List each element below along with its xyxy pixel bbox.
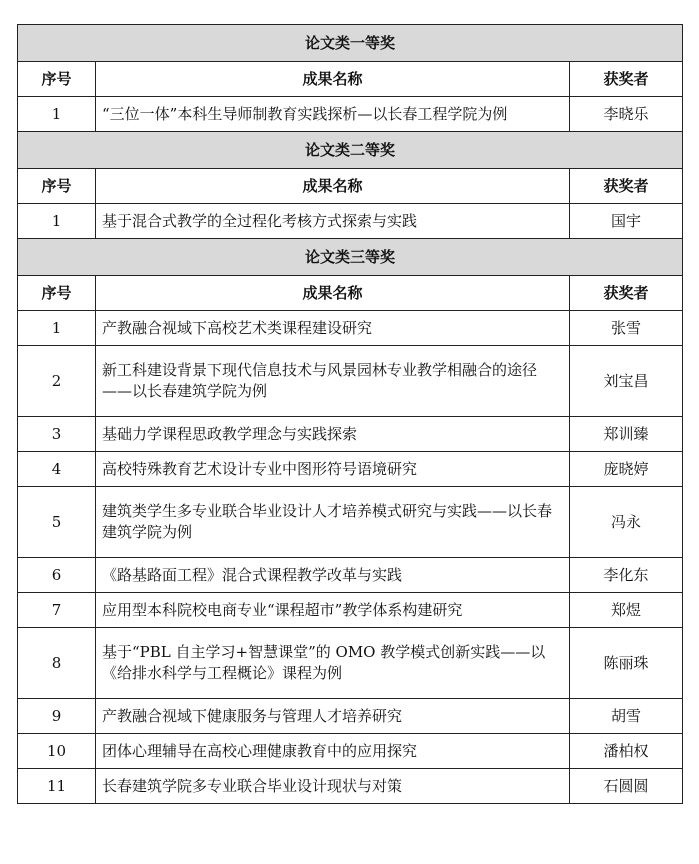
table-row xyxy=(18,346,683,417)
table-row xyxy=(18,593,683,628)
table-row xyxy=(18,699,683,734)
section-header-row xyxy=(18,239,683,276)
row-num: 7 xyxy=(18,593,96,628)
award-table-third-prize xyxy=(17,238,683,804)
row-num: 10 xyxy=(18,734,96,769)
header-winner: 获奖者 xyxy=(570,62,683,97)
header-num: 序号 xyxy=(18,169,96,204)
section-header-row xyxy=(18,25,683,62)
row-winner: 冯永 xyxy=(570,487,683,558)
table-row xyxy=(18,97,683,132)
row-winner: 张雪 xyxy=(570,311,683,346)
row-title: 产教融合视域下高校艺术类课程建设研究 xyxy=(96,311,570,346)
row-winner: 胡雪 xyxy=(570,699,683,734)
table-row xyxy=(18,558,683,593)
header-title: 成果名称 xyxy=(96,169,570,204)
table-row xyxy=(18,769,683,804)
table-row xyxy=(18,204,683,239)
section-title: 论文类三等奖 xyxy=(18,239,683,276)
row-title: 基于混合式教学的全过程化考核方式探索与实践 xyxy=(96,204,570,239)
row-num: 9 xyxy=(18,699,96,734)
row-winner: 李晓乐 xyxy=(570,97,683,132)
table-row xyxy=(18,452,683,487)
award-document xyxy=(17,24,682,804)
row-winner: 刘宝昌 xyxy=(570,346,683,417)
row-num: 1 xyxy=(18,311,96,346)
row-title: 应用型本科院校电商专业“课程超市”教学体系构建研究 xyxy=(96,593,570,628)
header-num: 序号 xyxy=(18,276,96,311)
row-num: 2 xyxy=(18,346,96,417)
row-title: 长春建筑学院多专业联合毕业设计现状与对策 xyxy=(96,769,570,804)
row-title: “三位一体”本科生导师制教育实践探析—以长春工程学院为例 xyxy=(96,97,570,132)
section-header-row xyxy=(18,132,683,169)
header-winner: 获奖者 xyxy=(570,169,683,204)
row-num: 3 xyxy=(18,417,96,452)
row-title: 《路基路面工程》混合式课程教学改革与实践 xyxy=(96,558,570,593)
row-winner: 潘柏权 xyxy=(570,734,683,769)
table-row xyxy=(18,487,683,558)
row-num: 6 xyxy=(18,558,96,593)
row-winner: 石圆圆 xyxy=(570,769,683,804)
section-title: 论文类二等奖 xyxy=(18,132,683,169)
column-header-row xyxy=(18,169,683,204)
row-title: 产教融合视域下健康服务与管理人才培养研究 xyxy=(96,699,570,734)
header-winner: 获奖者 xyxy=(570,276,683,311)
row-winner: 郑训臻 xyxy=(570,417,683,452)
header-num: 序号 xyxy=(18,62,96,97)
row-winner: 庞晓婷 xyxy=(570,452,683,487)
column-header-row xyxy=(18,62,683,97)
table-row xyxy=(18,628,683,699)
table-row xyxy=(18,417,683,452)
row-title: 基础力学课程思政教学理念与实践探索 xyxy=(96,417,570,452)
table-row xyxy=(18,734,683,769)
row-num: 1 xyxy=(18,97,96,132)
row-winner: 国宇 xyxy=(570,204,683,239)
row-num: 5 xyxy=(18,487,96,558)
row-title: 团体心理辅导在高校心理健康教育中的应用探究 xyxy=(96,734,570,769)
row-num: 11 xyxy=(18,769,96,804)
award-table-first-prize xyxy=(17,24,683,132)
award-table-second-prize xyxy=(17,131,683,239)
row-title: 建筑类学生多专业联合毕业设计人才培养模式研究与实践——以长春建筑学院为例 xyxy=(96,487,570,558)
table-row xyxy=(18,311,683,346)
row-winner: 陈丽珠 xyxy=(570,628,683,699)
row-num: 1 xyxy=(18,204,96,239)
row-title: 基于“PBL 自主学习+智慧课堂”的 OMO 教学模式创新实践——以《给排水科学与工程概论》课程为例 xyxy=(96,628,570,699)
row-winner: 李化东 xyxy=(570,558,683,593)
header-title: 成果名称 xyxy=(96,276,570,311)
row-winner: 郑煜 xyxy=(570,593,683,628)
row-title: 高校特殊教育艺术设计专业中图形符号语境研究 xyxy=(96,452,570,487)
header-title: 成果名称 xyxy=(96,62,570,97)
row-title: 新工科建设背景下现代信息技术与风景园林专业教学相融合的途径——以长春建筑学院为例 xyxy=(96,346,570,417)
row-num: 4 xyxy=(18,452,96,487)
column-header-row xyxy=(18,276,683,311)
section-title: 论文类一等奖 xyxy=(18,25,683,62)
row-num: 8 xyxy=(18,628,96,699)
